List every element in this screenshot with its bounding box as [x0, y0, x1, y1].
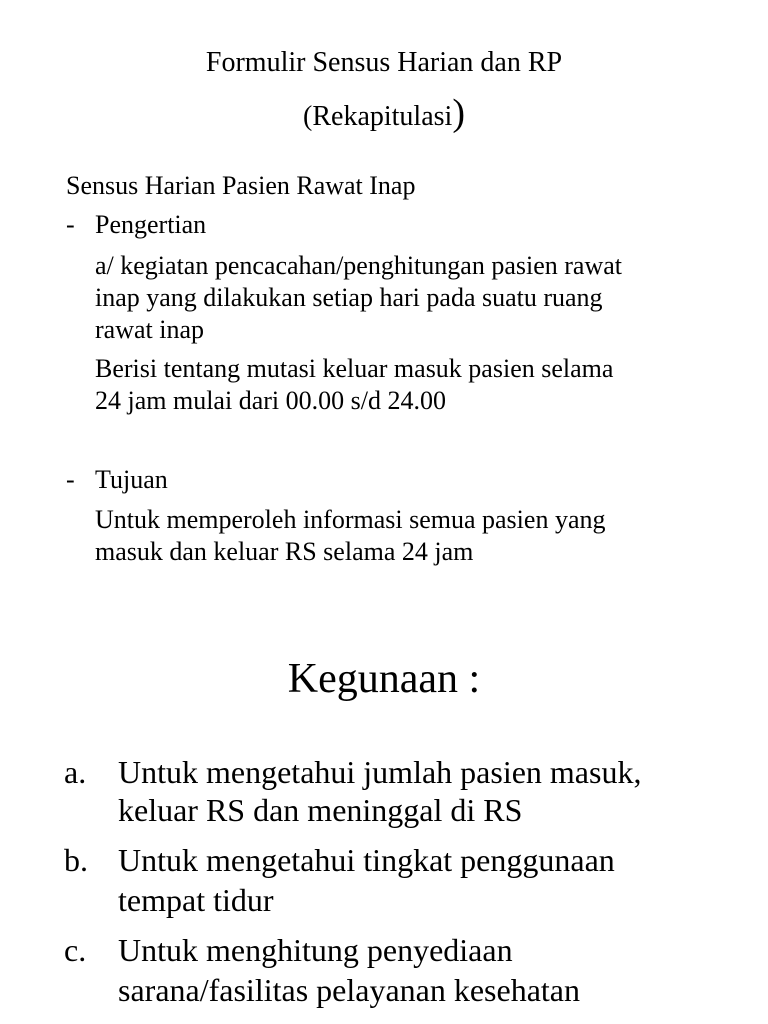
pengertian-line: Berisi tentang mutasi keluar masuk pasien selama — [95, 354, 614, 383]
page-subtitle — [0, 92, 768, 134]
pengertian-line: 24 jam mulai dari 00.00 s/d 24.00 — [95, 386, 446, 415]
list-marker-b: b. — [64, 842, 88, 878]
subtitle-closing-paren: ) — [452, 92, 465, 134]
list-item-line: keluar RS dan meninggal di RS — [118, 792, 523, 828]
subtitle-text: (Rekapitulasi — [303, 101, 453, 132]
section-heading: Sensus Harian Pasien Rawat Inap — [66, 171, 416, 200]
tujuan-line: Untuk memperoleh informasi semua pasien yang — [95, 505, 606, 534]
list-item-line: Untuk mengetahui tingkat penggunaan — [118, 842, 615, 878]
list-marker-a: a. — [64, 754, 87, 790]
page-title: Formulir Sensus Harian dan RP — [205, 47, 563, 78]
tujuan-label: Tujuan — [95, 465, 168, 494]
list-item-line: sarana/fasilitas pelayanan kesehatan — [118, 972, 580, 1008]
pengertian-line: inap yang dilakukan setiap hari pada suatu ruang — [95, 283, 603, 312]
kegunaan-heading: Kegunaan : — [287, 656, 481, 702]
tujuan-line: masuk dan keluar RS selama 24 jam — [95, 537, 474, 566]
pengertian-line: rawat inap — [95, 315, 205, 344]
list-marker-c: c. — [64, 932, 87, 968]
pengertian-bullet: - — [66, 210, 75, 239]
list-item-line: Untuk menghitung penyediaan — [118, 932, 513, 968]
pengertian-label: Pengertian — [95, 210, 207, 239]
list-item-line: tempat tidur — [118, 882, 274, 918]
list-item-line: Untuk mengetahui jumlah pasien masuk, — [118, 754, 642, 790]
pengertian-line: a/ kegiatan pencacahan/penghitungan pasien rawat — [95, 251, 622, 280]
tujuan-bullet: - — [66, 465, 75, 494]
